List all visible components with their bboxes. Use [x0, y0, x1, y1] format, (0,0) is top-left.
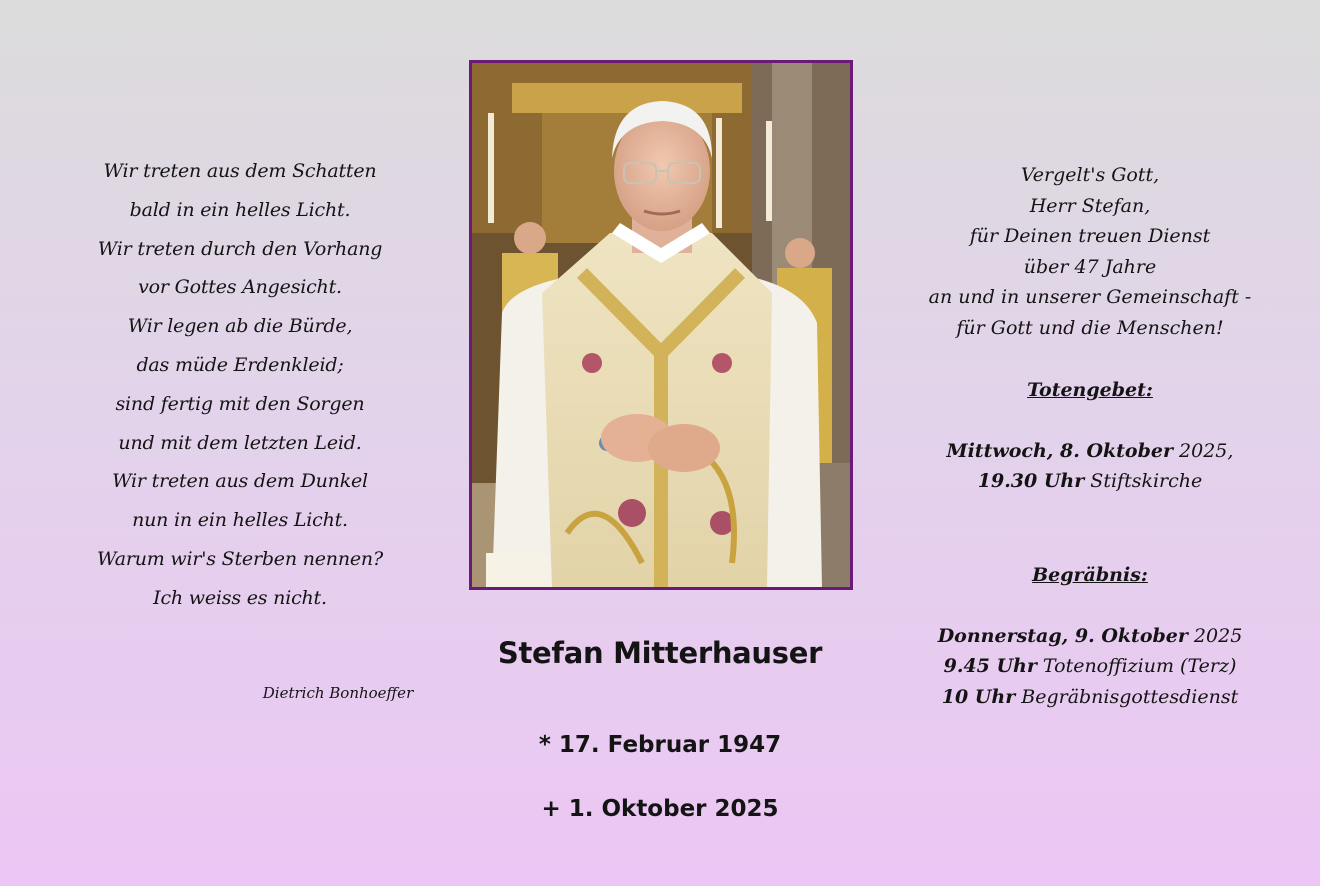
- rosary-location: Stiftskirche: [1084, 470, 1203, 492]
- funeral-date-year: 2025: [1187, 624, 1243, 647]
- poem-line: nun in ein helles Licht.: [132, 509, 348, 532]
- rosary-date-weekday: Mittwoch, 8. Oktober: [946, 439, 1173, 462]
- poem-line: Wir treten durch den Vorhang: [97, 237, 383, 260]
- funeral-time1-hour: 9.45 Uhr: [943, 655, 1037, 677]
- rosary-section: [880, 375, 1300, 497]
- poem-line: und mit dem letzten Leid.: [118, 431, 362, 454]
- thanks-line: für Deinen treuen Dienst: [969, 225, 1211, 247]
- poem: [40, 152, 440, 618]
- rosary-time: [880, 466, 1300, 497]
- thanks-text: [880, 160, 1300, 343]
- rosary-time-hour: 19.30 Uhr: [977, 470, 1085, 492]
- portrait-photo: [469, 60, 853, 590]
- funeral-time2-desc: Begräbnisgottesdienst: [1015, 685, 1239, 708]
- poem-line: Wir treten aus dem Schatten: [103, 160, 377, 182]
- birth-date: * 17. Februar 1947: [538, 732, 782, 758]
- funeral-date-weekday: Donnerstag, 9. Oktober: [937, 624, 1188, 647]
- poem-line: sind fertig mit den Sorgen: [115, 392, 365, 415]
- poem-line: Warum wir's Sterben nennen?: [97, 547, 383, 570]
- thanks-line: an und in unserer Gemeinschaft -: [928, 286, 1252, 308]
- death-date: + 1. Oktober 2025: [541, 796, 779, 822]
- thanks-line: Vergelt's Gott,: [1020, 164, 1160, 186]
- thanks-line: über 47 Jahre: [1023, 255, 1157, 278]
- portrait-illustration: [472, 63, 850, 587]
- funeral-heading: Begräbnis:: [1032, 564, 1148, 586]
- funeral-time1-desc: Totenoffizium (Terz): [1036, 655, 1237, 677]
- funeral-date: [880, 621, 1300, 652]
- poem-line: Ich weiss es nicht.: [153, 586, 327, 609]
- funeral-section: [880, 560, 1300, 712]
- rosary-heading: Totengebet:: [1027, 379, 1153, 401]
- poem-line: bald in ein helles Licht.: [129, 198, 351, 221]
- thanks-line: für Gott und die Menschen!: [956, 316, 1224, 339]
- poem-line: das müde Erdenkleid;: [136, 353, 344, 376]
- poem-line: Wir treten aus dem Dunkel: [112, 470, 368, 493]
- rosary-date: [880, 436, 1300, 467]
- funeral-time-service: [880, 682, 1300, 713]
- poem-author: Dietrich Bonhoeffer: [262, 684, 414, 702]
- deceased-name: Stefan Mitterhauser: [497, 636, 823, 670]
- thanks-line: Herr Stefan,: [1029, 194, 1151, 217]
- rosary-date-year: 2025,: [1173, 439, 1234, 462]
- funeral-time-office: [880, 651, 1300, 682]
- poem-line: vor Gottes Angesicht.: [138, 276, 342, 299]
- funeral-time2-hour: 10 Uhr: [941, 685, 1016, 708]
- poem-line: Wir legen ab die Bürde,: [127, 315, 353, 338]
